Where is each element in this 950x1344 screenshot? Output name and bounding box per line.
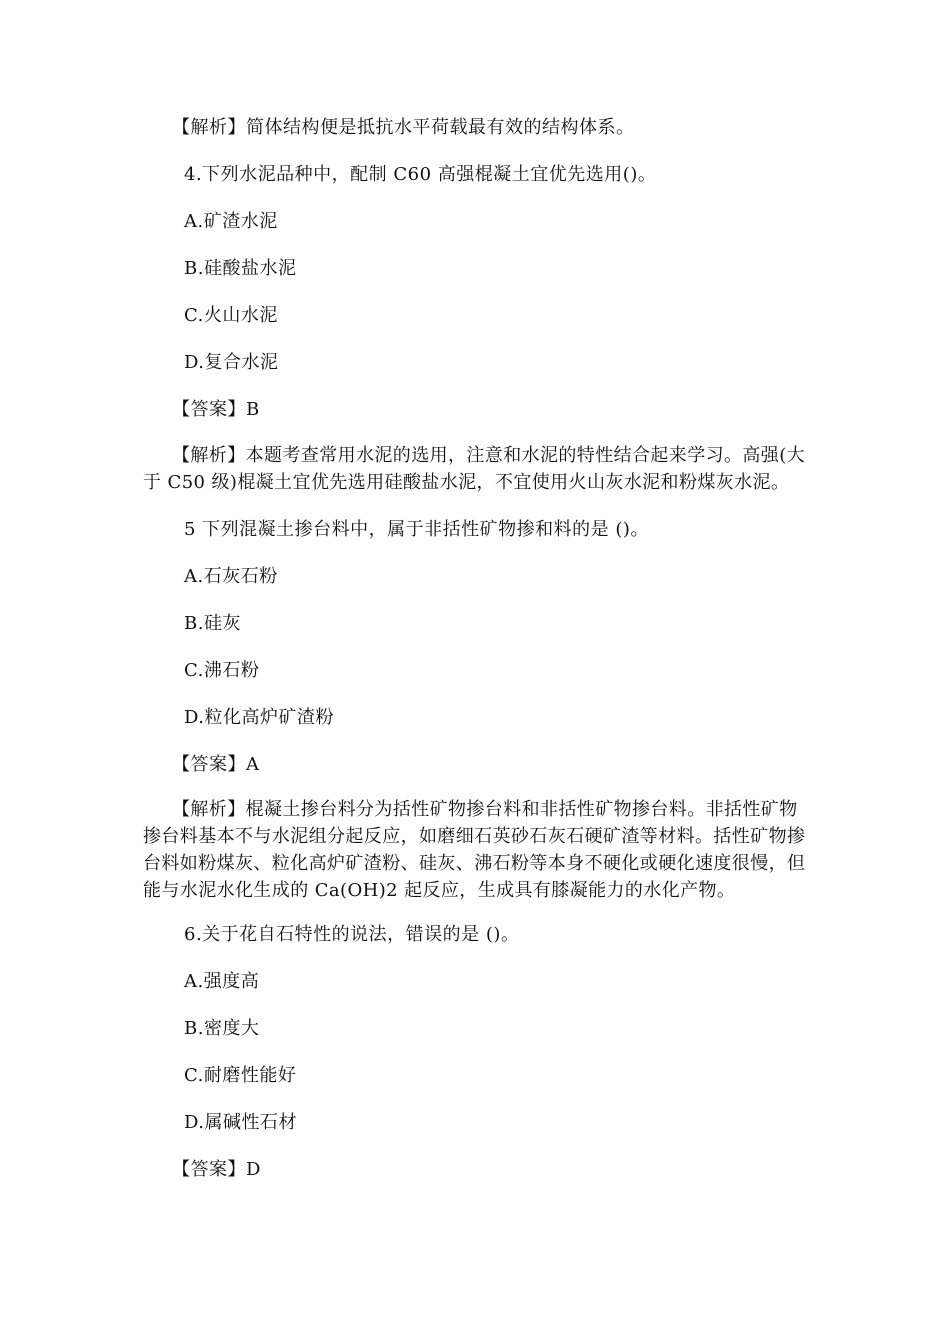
question-5-option-d: D.粒化高炉矿渣粉 xyxy=(184,707,335,728)
question-6-option-b: B.密度大 xyxy=(184,1018,260,1039)
question-4-option-a: A.矿渣水泥 xyxy=(184,211,278,232)
question-6-answer: 【答案】D xyxy=(172,1159,261,1180)
question-4-option-b: B.硅酸盐水泥 xyxy=(184,258,297,279)
question-5-option-c: C.沸石粉 xyxy=(184,660,260,681)
question-5-analysis: 【解析】棍凝土掺台料分为括性矿物掺台料和非括性矿物掺台料。非括性矿物掺台料基本不与水泥组分起反应，如磨细石英砂石灰石硬矿渣等材料。括性矿物掺台料如粉煤灰、粒化高炉矿渣粉、硅灰、沸石粉等本身不硬化或硬化速度很慢，但能与水泥水化生成的 Ca(OH)2 起反应，生成具有膝凝能力的水化产物。 xyxy=(143,799,806,901)
question-5-answer: 【答案】A xyxy=(172,754,260,775)
question-6-option-d: D.属碱性石材 xyxy=(184,1112,298,1133)
question-5-stem: 5 下列混凝土掺台料中，属于非括性矿物掺和料的是 ()。 xyxy=(184,519,649,540)
question-5-option-b: B.硅灰 xyxy=(184,613,241,634)
question-4-answer: 【答案】B xyxy=(172,399,260,420)
question-4-option-d: D.复合水泥 xyxy=(184,352,279,373)
question-4-stem: 4.下列水泥品种中，配制 C60 高强棍凝土宜优先选用()。 xyxy=(184,164,657,185)
question-6-option-c: C.耐磨性能好 xyxy=(184,1065,297,1086)
analysis-paragraph-q3: 【解析】简体结构便是抵抗水平荷载最有效的结构体系。 xyxy=(172,117,635,138)
question-4-option-c: C.火山水泥 xyxy=(184,305,278,326)
question-4-analysis: 【解析】本题考查常用水泥的选用，注意和水泥的特性结合起来学习。高强(大于 C50 级)棍凝土宜优先选用硅酸盐水泥，不宜使用火山灰水泥和粉煤灰水泥。 xyxy=(143,445,806,493)
question-5-option-a: A.石灰石粉 xyxy=(184,566,278,587)
question-6-option-a: A.强度高 xyxy=(184,971,260,992)
question-6-stem: 6.关于花自石特性的说法，错误的是 ()。 xyxy=(184,924,520,945)
